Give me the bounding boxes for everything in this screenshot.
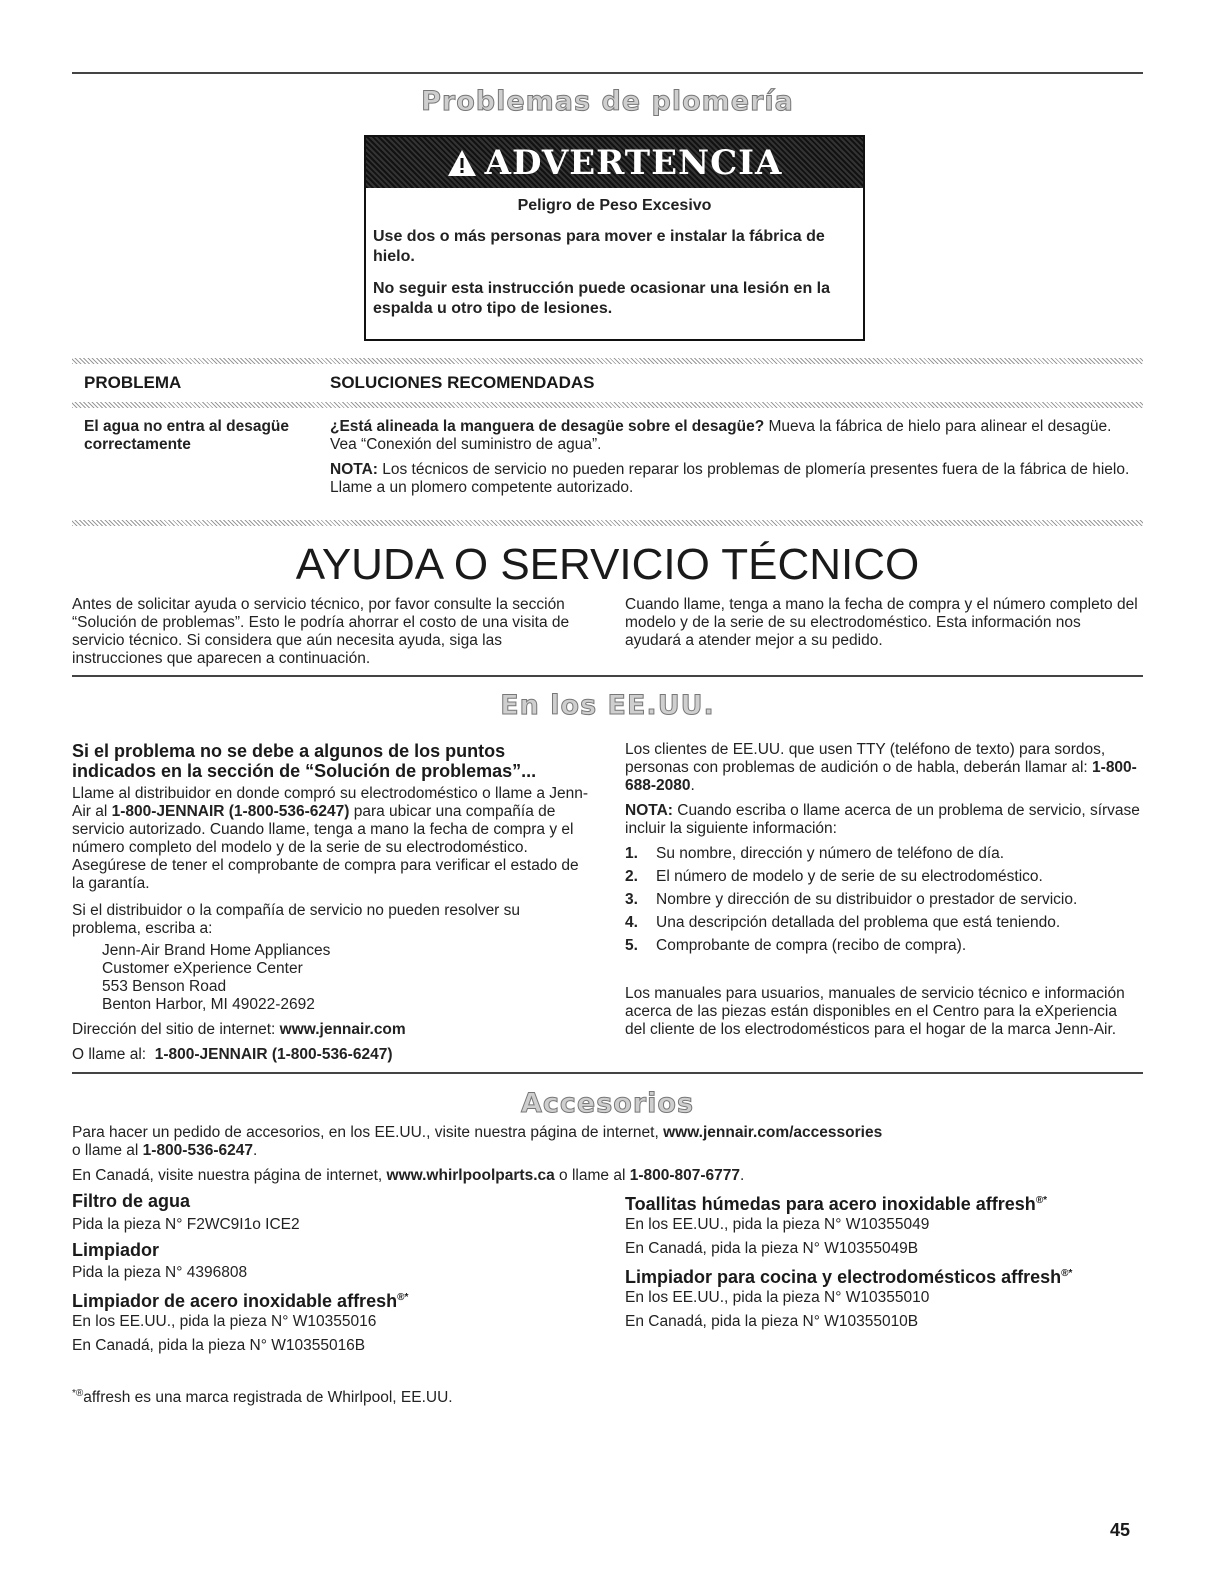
accessories-title: Accesorios xyxy=(520,1088,695,1119)
solution-note xyxy=(330,461,1140,497)
plumbing-title: Problemas de plomería xyxy=(421,86,794,117)
usa-heading: Si el problema no se debe a algunos de los puntos indicados en la sección de “Solución de problemas”... xyxy=(72,741,537,781)
warning-subtitle: Peligro de Peso Excesivo xyxy=(517,197,712,214)
call-line xyxy=(72,1046,592,1064)
website-link[interactable]: www.jennair.com xyxy=(279,1021,406,1038)
usa-title: En los EE.UU. xyxy=(500,690,715,721)
manuals-paragraph: Los manuales para usuarios, manuales de servicio técnico e información acerca de las piezas están disponibles en el Centro para la eXperiencia del cliente de los electrodomésticos para el hogar de la marca Jenn-Air. xyxy=(625,985,1125,1038)
accessory-name-stainless-cleaner xyxy=(72,1288,408,1311)
tty-text: Los clientes de EE.UU. que usen TTY (teléfono de texto) para sordos, personas con problemas de audición o de habla, deberán llamar al: xyxy=(625,741,1106,776)
table-top-divider xyxy=(72,358,1143,364)
address-line: 553 Benson Road xyxy=(102,978,227,995)
tty-paragraph xyxy=(625,741,1140,795)
tty-phone[interactable]: 1-800-688-2080 xyxy=(625,759,1137,794)
tty-end: . xyxy=(690,777,695,794)
accessory-part: En los EE.UU., pida la pieza N° W10355049 xyxy=(625,1216,930,1233)
step-number: 3. xyxy=(625,891,638,908)
accessory-part: En los EE.UU., pida la pieza N° W10355010 xyxy=(625,1289,930,1306)
usa-note-label: NOTA: xyxy=(625,802,673,819)
canada-link[interactable]: www.whirlpoolparts.ca xyxy=(386,1167,555,1184)
accessory-name-text: Toallitas húmedas para acero inoxidable affresh xyxy=(625,1194,1036,1214)
acc-us-end: . xyxy=(252,1142,258,1159)
note-text: Los técnicos de servicio no pueden reparar los problemas de plomería presentes fuera de la fábrica de hielo. Llame a un plomero competente autorizado. xyxy=(330,461,1130,496)
footnote-mark: *® xyxy=(72,1388,84,1399)
usa-paragraph-2: Si el distribuidor o la compañía de servicio no pueden resolver su problema, escriba a: xyxy=(72,902,521,937)
step-item xyxy=(625,937,1125,955)
table-header-divider xyxy=(72,402,1143,408)
step-number: 1. xyxy=(625,845,638,862)
address-line: Jenn-Air Brand Home Appliances xyxy=(102,942,331,959)
accessory-name-cleaner: Limpiador xyxy=(72,1240,160,1260)
info-steps xyxy=(625,845,1125,960)
registered-mark: ®* xyxy=(397,1292,409,1303)
usa-note-text: Cuando escriba o llame acerca de un problema de servicio, sírvase incluir la siguiente información: xyxy=(625,802,1140,837)
help-title: AYUDA O SERVICIO TÉCNICO xyxy=(295,540,920,589)
accessories-rule xyxy=(72,1072,1143,1074)
accessory-part: Pida la pieza N° F2WC9I1o ICE2 xyxy=(72,1216,300,1233)
accessory-part: En Canadá, pida la pieza N° W10355016B xyxy=(72,1337,366,1354)
website-line xyxy=(72,1021,592,1039)
step-number: 5. xyxy=(625,937,638,954)
acc-ca-end: . xyxy=(740,1167,745,1184)
usa-paragraph-1 xyxy=(72,785,592,893)
address-line: Customer eXperience Center xyxy=(102,960,303,977)
warning-heading: ADVERTENCIA xyxy=(484,142,783,183)
top-rule xyxy=(72,72,1143,74)
problem-cell: El agua no entra al desagüe correctamente xyxy=(84,418,290,453)
accessory-name-kitchen-cleaner xyxy=(625,1264,1072,1287)
accessories-us xyxy=(72,1124,1142,1160)
step-number: 4. xyxy=(625,914,638,931)
acc-us-text: Para hacer un pedido de accesorios, en los EE.UU., visite nuestra página de internet, xyxy=(72,1124,664,1141)
step-text: Nombre y dirección de su distribuidor o prestador de servicio. xyxy=(656,891,1078,908)
accessories-link[interactable]: www.jennair.com/accessories xyxy=(663,1124,883,1141)
solution-cell xyxy=(330,418,1140,454)
usa-rule xyxy=(72,675,1143,677)
step-item xyxy=(625,891,1125,909)
call-label: O llame al: xyxy=(72,1046,155,1063)
warning-triangle-icon xyxy=(447,149,477,177)
accessory-part: En Canadá, pida la pieza N° W10355010B xyxy=(625,1313,919,1330)
warning-text-2: No seguir esta instrucción puede ocasionar una lesión en la espalda u otro tipo de lesiones. xyxy=(373,280,831,317)
registered-mark: ®* xyxy=(1061,1268,1073,1279)
step-item xyxy=(625,914,1125,932)
usa-p1-text-end: para ubicar una compañía de servicio autorizado. Cuando llame, tenga a mano la fecha de compra y el número completo del modelo y de la serie de su electrodoméstico. Asegúrese de tener el comprobante de compra para verificar el estado de la garantía. xyxy=(72,803,579,892)
acc-us-text-2: o llame al xyxy=(72,1142,143,1159)
step-number: 2. xyxy=(625,868,638,885)
column-header-solutions: SOLUCIONES RECOMENDADAS xyxy=(330,373,595,392)
table-bottom-divider xyxy=(72,520,1143,526)
website-label: Dirección del sitio de internet: xyxy=(72,1021,280,1038)
warning-box xyxy=(364,135,865,341)
accessory-name-wipes xyxy=(625,1191,1047,1214)
accessories-canada xyxy=(72,1167,1142,1185)
warning-text-1: Use dos o más personas para mover e instalar la fábrica de hielo. xyxy=(373,228,825,265)
accessory-name-text: Limpiador para cocina y electrodomésticos affresh xyxy=(625,1267,1062,1287)
usa-note xyxy=(625,802,1140,838)
column-header-problem: PROBLEMA xyxy=(84,373,182,392)
accessory-name-text: Limpiador de acero inoxidable affresh xyxy=(72,1291,398,1311)
step-text: Una descripción detallada del problema que está teniendo. xyxy=(656,914,1061,931)
warning-header xyxy=(366,137,863,188)
jennair-phone[interactable]: 1-800-JENNAIR (1-800-536-6247) xyxy=(111,803,350,820)
note-label: NOTA: xyxy=(330,461,378,478)
accessory-part: En Canadá, pida la pieza N° W10355049B xyxy=(625,1240,919,1257)
help-intro-right: Cuando llame, tenga a mano la fecha de compra y el número completo del modelo y de la serie de su electrodoméstico. Esta información nos ayudará a atender mejor a su pedido. xyxy=(625,596,1138,649)
step-text: Comprobante de compra (recibo de compra). xyxy=(656,937,967,954)
accessory-part: Pida la pieza N° 4396808 xyxy=(72,1264,248,1281)
footnote-text: affresh es una marca registrada de Whirlpool, EE.UU. xyxy=(83,1389,453,1407)
mailing-address xyxy=(72,942,592,1014)
page-number: 45 xyxy=(1110,1520,1131,1540)
accessories-phone[interactable]: 1-800-536-6247 xyxy=(142,1142,253,1159)
canada-phone[interactable]: 1-800-807-6777 xyxy=(629,1167,741,1184)
step-text: Su nombre, dirección y número de teléfono de día. xyxy=(656,845,1005,862)
help-intro-left: Antes de solicitar ayuda o servicio técnico, por favor consulte la sección “Solución de problemas”. Esto le podría ahorrar el costo de una visita de servicio técnico. Si considera que aún necesita ayuda, siga las instrucciones que aparecen a continuación. xyxy=(72,596,570,667)
step-item xyxy=(625,845,1125,863)
step-text: El número de modelo y de serie de su electrodoméstico. xyxy=(656,868,1043,885)
accessory-name-water-filter: Filtro de agua xyxy=(72,1191,191,1211)
step-item xyxy=(625,868,1125,886)
footnote xyxy=(72,1385,453,1407)
acc-ca-text-2: o llame al xyxy=(554,1167,630,1184)
solution-question: ¿Está alineada la manguera de desagüe sobre el desagüe? xyxy=(330,418,765,435)
registered-mark: ®* xyxy=(1035,1195,1048,1206)
address-line: Benton Harbor, MI 49022-2692 xyxy=(102,996,315,1013)
accessory-part: En los EE.UU., pida la pieza N° W10355016 xyxy=(72,1313,377,1330)
usa-p1-text: Llame al distribuidor en donde compró su electrodoméstico o llame a Jenn-Air al xyxy=(72,785,589,820)
acc-ca-text: En Canadá, visite nuestra página de internet, xyxy=(72,1167,387,1184)
solution-text: Mueva la fábrica de hielo para alinear el desagüe. Vea “Conexión del suministro de agua”. xyxy=(330,418,1112,453)
call-phone[interactable]: 1-800-JENNAIR (1-800-536-6247) xyxy=(154,1046,393,1063)
